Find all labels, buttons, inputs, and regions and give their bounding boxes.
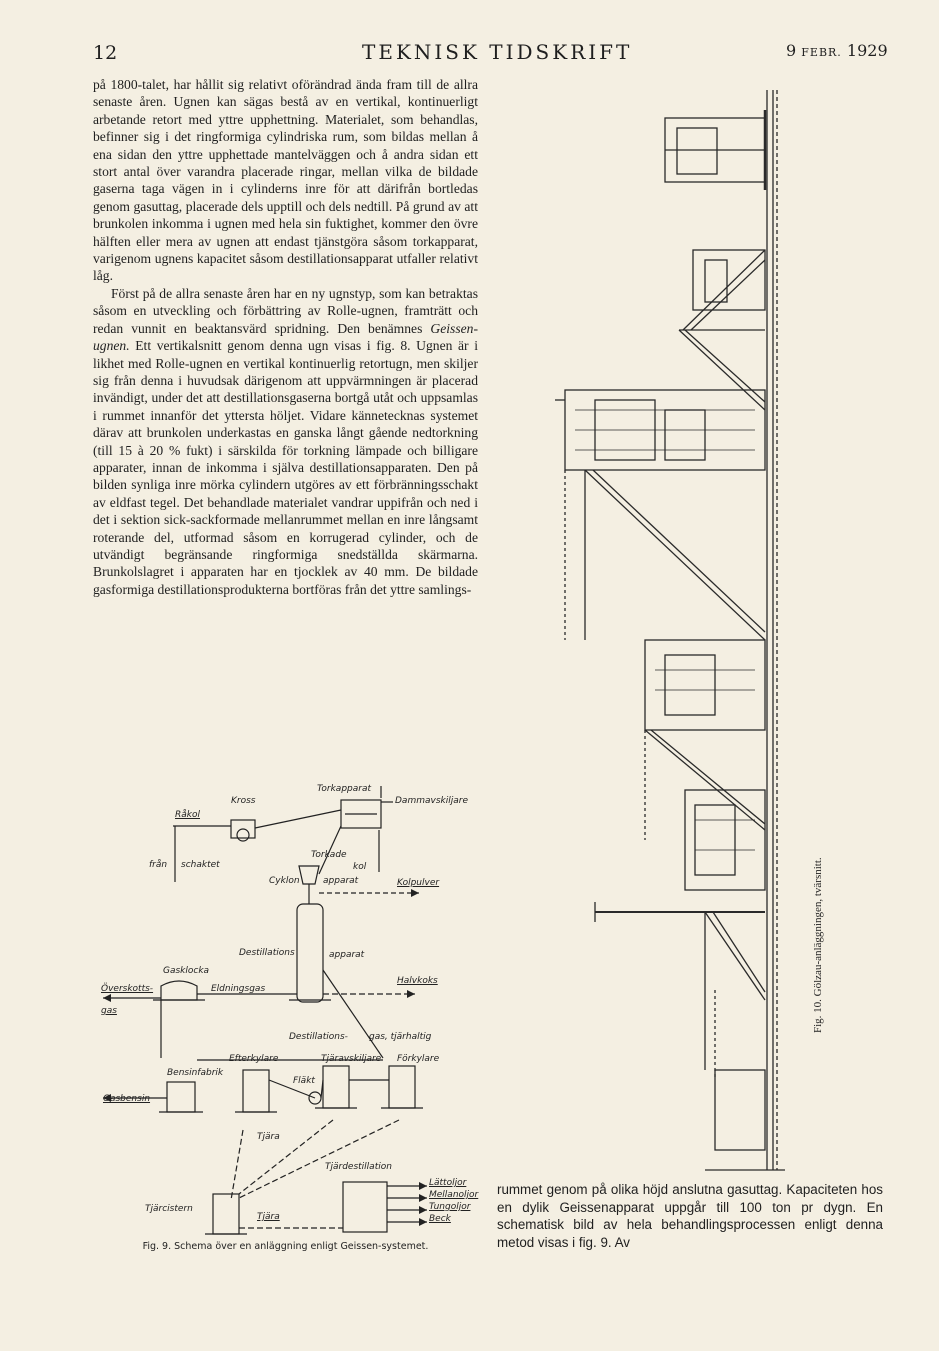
label-efterkylare: Efterkylare: [229, 1054, 279, 1064]
figure-10-cross-section: [555, 80, 935, 1180]
label-rakol: Råkol: [175, 810, 200, 820]
label-tjara1: Tjära: [257, 1132, 280, 1142]
page-number: 12: [93, 42, 118, 64]
right-paragraph: rummet genom på olika höjd anslutna gasuttag. Kapaciteten hos en dylik Geissenapparat uppgår till 100 ton pr dygn. En schematisk bild av hela behandlingsprocessen enligt denna metod visas i fig. 9. Av: [497, 1182, 883, 1250]
gas-arrow-icon: [103, 994, 111, 1002]
label-gasklocka: Gasklocka: [163, 966, 210, 976]
figure-9-schematic: [93, 780, 478, 1260]
label-kolpulver: Kolpulver: [397, 878, 440, 888]
issue-year: 1929: [846, 41, 888, 60]
halvkoks-arrow-icon: [407, 990, 415, 998]
label-halvkoks: Halvkoks: [397, 976, 438, 986]
page-header: [0, 38, 939, 68]
label-kol: kol: [353, 862, 367, 872]
figure-10-caption-box: [812, 755, 836, 1035]
label-apparat1: apparat: [323, 876, 359, 886]
label-gas-tjarhaltig: gas, tjärhaltig: [369, 1032, 432, 1042]
label-destillations: Destillations: [239, 948, 295, 958]
label-fran: från: [149, 860, 168, 870]
issue-month: FEBR.: [801, 46, 842, 59]
label-beck: Beck: [429, 1214, 451, 1224]
geissen-term: Geissen-ugnen.: [93, 320, 478, 354]
label-tjarcistern: Tjärcistern: [145, 1204, 193, 1214]
kolpulver-arrow-icon: [411, 889, 419, 897]
figure-10-caption: Fig. 10. Gölzau-anläggningen, tvärsnitt.: [812, 857, 824, 1033]
label-torkapparat: Torkapparat: [317, 784, 372, 794]
issue-date: [786, 41, 888, 60]
issue-day: 9: [786, 41, 797, 60]
paragraph-1: på 1800-talet, har hållit sig relativt oförändrad ända fram till de allra senaste åren. Ugnen kan sägas bestå av en vertikal, kontinuerligt arbetande retort med yttre upphettning. Materialet, som behandlas, befinner sig i det ringformiga cylindriska rum, som bildas mellan å ena sidan den yttre upphettade mantelväggen och å andra sidan ett stort antal över varandra placerade ringar, mellan vilka de bildade gaserna taga vägen in i cylinderns inre för att därifrån bortledas genom gasuttag, placerade dels upptill och dels nedtill. På grund av att brunkolen inkomma i ugnen med hela sin fuktighet, kommer den övre hälften eller mera av ugnen att endast tjänstgöra såsom torkapparat, varigenom ugnens kapacitet såsom destillationsapparat utfaller relativt låg.: [93, 77, 478, 284]
label-mellanoljor: Mellanoljor: [429, 1190, 479, 1200]
label-tjardestillation: Tjärdestillation: [325, 1162, 392, 1172]
label-bensinfabrik: Bensinfabrik: [167, 1068, 224, 1078]
label-schaktet: schaktet: [181, 860, 220, 870]
journal-title: TEKNISK TIDSKRIFT: [362, 40, 633, 64]
paragraph-2-rest: Ett vertikalsnitt genom denna ugn visas i fig. 8. Ugnen är i likhet med Rolle-ugnen en vertikal kontinuerlig retortugn, men skiljer sig från denna i huvudsak därigenom att uppvärmningen är placerad invändigt, under det att destillationsgaserna bortgå utåt och uppsamlas i rummet innanför det yttersta höljet. Vidare kännetecknas systemet därav att brunkolen underkastas en ganska långt gående nedtorkning (till 15 à 20 % fukt) i särskilda för torkning lämpade och billigare apparater, innan de inkomma i själva destillationsapparaten. Den på bilden synliga inre mörka cylindern utgöres av ett förbränningsschakt av eldfast tegel. Det behandlade materialet vandrar uppifrån och ned i det i sektion sick-sackformade mellanrummet mellan en inre långsamt roterande del, utformad såsom en korrugerad cylinder, och de utvändigt begränsande ringformiga snedställda skärmarna. Brunkolslagret i apparaten har en tjocklek av 40 mm. De bildade gasformiga destillationsprodukterna bortföras från det yttre samlings-: [93, 338, 478, 597]
figure-9-drawing: [93, 780, 478, 1240]
label-eldningsgas: Eldningsgas: [211, 984, 266, 994]
label-overskotts: Överskotts-: [101, 984, 154, 994]
label-torkade: Torkade: [311, 850, 347, 860]
label-gas: gas: [101, 1006, 117, 1016]
label-flakt: Fläkt: [293, 1076, 315, 1086]
label-kross: Kross: [231, 796, 256, 806]
label-tungoljor: Tungoljor: [429, 1202, 471, 1212]
label-forkylare: Förkylare: [397, 1054, 440, 1064]
paragraph-2-start: Först på de allra senaste åren har en ny ugnstyp, som kan betraktas såsom en utveckling och förbättring av Rolle-ugnen, framträtt och redan vunnit en beaktansvärd spridning. Den benämnes: [93, 285, 478, 336]
figure-9-caption: Fig. 9. Schema över en anläggning enligt Geissen-systemet.: [142, 1241, 429, 1252]
label-dammavskiljare: Dammavskiljare: [395, 796, 468, 806]
figure-10-drawing: [555, 80, 935, 1180]
label-tjara2: Tjära: [257, 1212, 280, 1222]
label-apparat2: apparat: [329, 950, 365, 960]
label-tjaravskiljare: Tjäravskiljare: [321, 1054, 382, 1064]
label-gasbensin: Gasbensin: [103, 1094, 151, 1104]
label-cyklon: Cyklon: [269, 876, 300, 886]
paragraph-2: [93, 285, 478, 598]
label-destillationsgas: Destillations-: [289, 1032, 348, 1042]
right-text-column: [497, 1181, 883, 1251]
left-text-column: [93, 76, 478, 598]
label-lattoljor: Lättoljor: [429, 1178, 467, 1188]
